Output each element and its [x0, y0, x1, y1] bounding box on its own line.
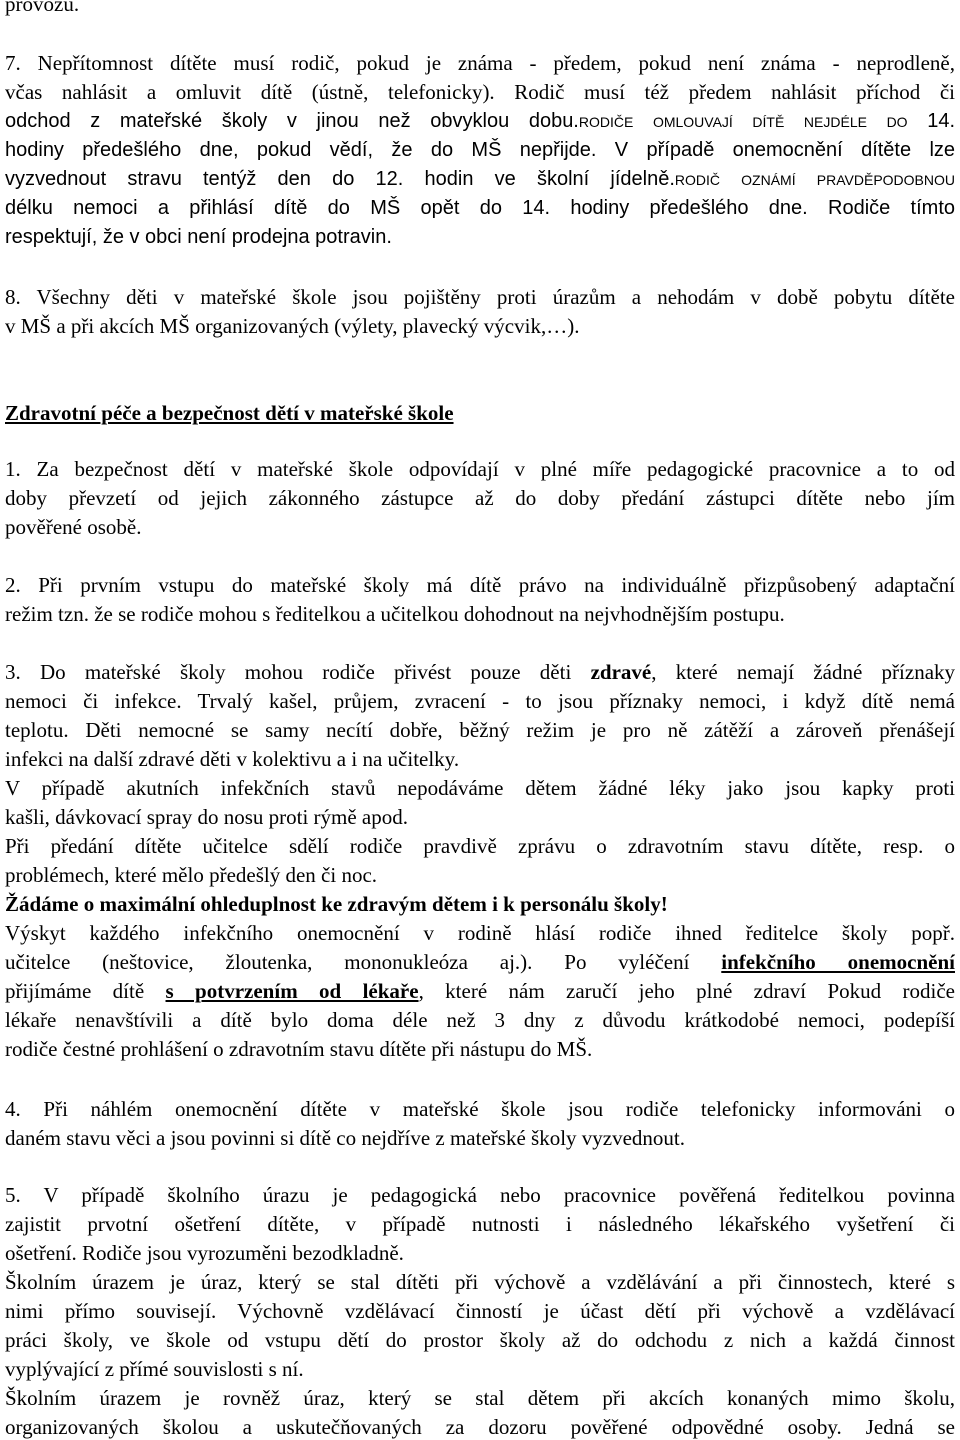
text-line: [5, 658, 955, 687]
text-segment: vyzvednout stravu tentýž den do 12. hodin ve školní jídelně.: [5, 168, 675, 190]
text-line: 4. Při náhlém onemocnění dítěte v mateřské škole jsou rodiče telefonicky informováni o: [5, 1097, 955, 1121]
text-line: provozu.: [5, 0, 80, 16]
text-line: včas nahlásit a omluvit dítě (ústně, telefonicky). Rodič musí též předem nahlásit příchod či: [5, 80, 955, 104]
text-line: daném stavu věci a jsou povinni si dítě co nejdříve z mateřské školy vyzvednout.: [5, 1126, 685, 1150]
text-segment: 3. Do mateřské školy mohou rodiče přivést pouze děti: [5, 660, 591, 684]
text-line: nimi přímo souvisejí. Výchovně vzdělávací činností je účast dětí při výchově a vzdělávací: [5, 1299, 955, 1323]
text-line: organizovaných školou a uskutečňovaných za dozoru pověřené odpovědné osoby. Jedná se: [5, 1415, 955, 1439]
section-heading: Zdravotní péče a bezpečnost dětí v mateřské škole: [5, 401, 454, 425]
top-fragment: [5, 0, 955, 19]
text-line: [5, 977, 955, 1006]
text-segment: hodiny předešlého dne, pokud vědí, že do MŠ nepřijde.: [5, 139, 597, 161]
text-line: Školním úrazem je úraz, který se stal dítěti při výchově a vzdělávání a při činnostech, které s: [5, 1270, 955, 1294]
text-line: teplotu. Děti nemocné se samy necítí dobře, běžný režim je pro ně zátěží a zároveň přenášejí: [5, 718, 955, 742]
paragraph-8: [5, 283, 955, 341]
text-line: režim tzn. že se rodiče mohou s ředitelkou a učitelkou dohodnout na nejvhodnějším postupu.: [5, 602, 785, 626]
text-line: Školním úrazem je rovněž úraz, který se stal dětem při akcích konaných mimo školu,: [5, 1386, 955, 1410]
text-line: práci školy, ve škole od vstupu dětí do prostor školy až do odchodu z nich a každá činnost: [5, 1328, 955, 1352]
text-line: kašli, dávkovací spray do nosu proti rýmě apod.: [5, 805, 408, 829]
text-segment: rodiče omlouvají dítě nejdéle do 14.: [578, 110, 955, 132]
text-line: Při předání dítěte učitelce sdělí rodiče pravdivě zprávu o zdravotním stavu dítěte, resp. o: [5, 834, 955, 858]
bold-underlined-text: s potvrzením od lékaře: [165, 979, 419, 1003]
text-segment: , které nám zaručí jeho plné zdraví Pokud rodiče: [418, 979, 955, 1003]
text-line: V případě akutních infekčních stavů nepodáváme dětem žádné léky jako jsou kapky proti: [5, 776, 955, 800]
text-line: [5, 948, 955, 977]
text-segment: rodič oznámí pravděpodobnou: [674, 168, 955, 190]
text-line: infekci na další zdravé děti v kolektivu a i na učitelky.: [5, 747, 460, 771]
text-line: problémech, které mělo předešlý den či noc.: [5, 863, 378, 887]
text-line: respektují, že v obci není prodejna potravin.: [5, 226, 392, 248]
text-line: rodiče čestné prohlášení o zdravotním stavu dítěte při nástupu do MŠ.: [5, 1037, 593, 1061]
text-line: [5, 107, 955, 136]
bold-notice: Žádáme o maximální ohleduplnost ke zdravým dětem i k personálu školy!: [5, 892, 668, 916]
text-line: [5, 165, 955, 194]
text-line: 2. Při prvním vstupu do mateřské školy má dítě právo na individuálně přizpůsobený adaptační: [5, 573, 955, 597]
section-item-3: [5, 658, 955, 1064]
text-line: 8. Všechny děti v mateřské škole jsou pojištěny proti úrazům a nehodám v době pobytu dítěte: [5, 285, 955, 309]
text-line: zajistit prvotní ošetření dítěte, v případě nutnosti i následného lékařského vyšetření či: [5, 1212, 955, 1236]
section-item-4: [5, 1095, 955, 1153]
section-item-5: [5, 1181, 955, 1440]
text-segment: délku nemoci a přihlásí dítě do MŠ opět do 14. hodiny předešlého dne.: [5, 197, 808, 219]
text-segment: , které nemají žádné příznaky: [651, 660, 955, 684]
text-line: Výskyt každého infekčního onemocnění v rodině hlásí rodiče ihned ředitelce školy popř.: [5, 921, 955, 945]
text-line: 5. V případě školního úrazu je pedagogická nebo pracovnice pověřená ředitelkou povinna: [5, 1183, 955, 1207]
text-segment: odchod z mateřské školy v jinou než obvyklou dobu.: [5, 110, 579, 132]
text-line: nemoci či infekce. Trvalý kašel, průjem, zvracení - to jsou příznaky nemoci, i když dítě nemá: [5, 689, 955, 713]
text-line: vyplývající z přímé souvislosti s ní.: [5, 1357, 304, 1381]
text-line: pověřené osobě.: [5, 515, 142, 539]
text-segment: učitelce (neštovice, žloutenka, mononukleóza aj.). Po vyléčení: [5, 950, 722, 974]
bold-text: zdravé: [590, 660, 652, 684]
paragraph-7: [5, 49, 955, 252]
text-line: v MŠ a při akcích MŠ organizovaných (výlety, plavecký výcvik,…).: [5, 314, 580, 338]
text-line: 7. Nepřítomnost dítěte musí rodič, pokud je známa - předem, pokud není známa - neprodleně,: [5, 51, 955, 75]
text-line: [5, 136, 955, 165]
bold-underlined-text: infekčního onemocnění: [721, 950, 955, 974]
text-line: [5, 194, 955, 223]
text-segment: V případě onemocnění dítěte lze: [596, 139, 955, 161]
text-line: lékaře nenavštívili a dítě bylo doma déle než 3 dny z důvodu krátkodobé nemoci, podepíší: [5, 1008, 955, 1032]
text-line: 1. Za bezpečnost dětí v mateřské škole odpovídají v plné míře pedagogické pracovnice a to od: [5, 457, 955, 481]
text-segment: přijímáme dítě: [5, 979, 166, 1003]
text-segment: Rodiče tímto: [807, 197, 955, 219]
section-item-1: [5, 455, 955, 542]
text-line: doby převzetí od jejich zákonného zástupce až do doby předání zástupci dítěte nebo jím: [5, 486, 955, 510]
text-line: ošetření. Rodiče jsou vyrozuměni bezodkladně.: [5, 1241, 404, 1265]
section-item-2: [5, 571, 955, 629]
